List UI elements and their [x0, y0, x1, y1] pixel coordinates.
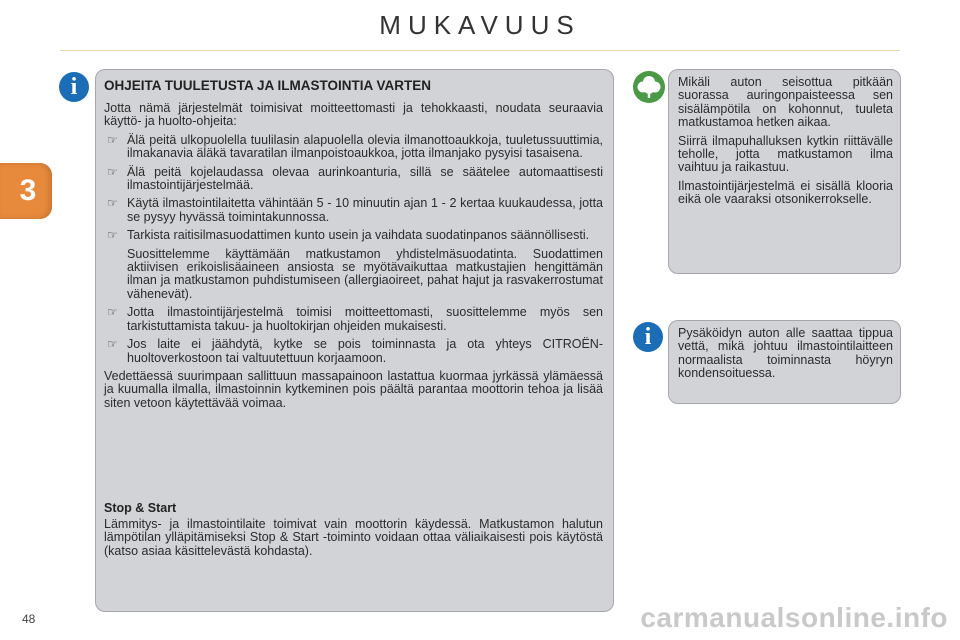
section-title: OHJEITA TUULETUSTA JA ILMASTOINTIA VARTEN — [104, 78, 431, 93]
ventilation-advice-panel — [95, 69, 614, 612]
pointing-hand-icon: ☞ — [107, 164, 118, 179]
page-header-title: MUKAVUUS — [379, 10, 581, 40]
pointing-hand-icon: ☞ — [107, 196, 118, 211]
eco-leaf-icon — [633, 71, 665, 103]
pointing-hand-icon: ☞ — [107, 337, 118, 352]
list-item — [104, 197, 603, 224]
eco-tip-paragraph: Ilmastointijärjestelmä ei sisällä klooria eikä ole vaaraksi otsonikerrokselle. — [678, 178, 893, 207]
info-icon-glyph: i — [70, 74, 78, 100]
info-icon-glyph: i — [644, 324, 652, 350]
list-item-text: Tarkista raitisilmasuodattimen kunto usein ja vaihdata suodatinpanos säännöllisesti. — [127, 228, 590, 243]
stop-start-title: Stop & Start — [104, 501, 177, 515]
pointing-hand-icon: ☞ — [107, 228, 118, 243]
list-item — [104, 229, 603, 301]
advice-list — [104, 134, 603, 365]
pointing-hand-icon: ☞ — [107, 132, 118, 147]
info-icon — [633, 322, 663, 352]
chapter-number: 3 — [19, 174, 37, 207]
info-icon — [59, 72, 89, 102]
list-item-text: Jotta ilmastointijärjestelmä toimisi moitteettomasti, suosittelemme myös sen tarkistuttamista takuu- ja huoltokirjan ohjeiden mukaisesti. — [127, 305, 603, 333]
list-item-text: Älä peitä kojelaudassa olevaa aurinkoanturia, sillä se säätelee automaattisesti ilmastointijärjestelmää. — [127, 164, 603, 193]
condensation-note-text: Pysäköidyn auton alle saattaa tippua vettä, mikä johtuu ilmastointilaitteen normaalista toiminnasta höyryn kondensoituessa. — [678, 326, 893, 381]
chapter-tab — [0, 163, 52, 219]
eco-leaf-icon-shape — [633, 71, 665, 103]
header-divider — [60, 50, 900, 51]
filter-note: Suosittelemme käyttämään matkustamon yhdistelmäsuodatinta. Suodattimen aktiivisen erikoislisäaineen ansiosta se myötävaikuttaa matkustajien hengittämän ilman ja matkustamon puhdistumiseen (allergiaoireet, pahat hajut ja rasvakerrostumat vähenevät). — [127, 246, 603, 301]
eco-tips-panel — [668, 69, 901, 274]
intro-paragraph: Jotta nämä järjestelmät toimisivat moitteettomasti ja tehokkaasti, noudata seuraavia käyttö- ja huolto-ohjeita: — [104, 101, 603, 129]
list-item — [104, 338, 603, 365]
stop-start-text: Lämmitys- ja ilmastointilaite toimivat vain moottorin käydessä. Matkustamon halutun lämpötilan ylläpitämiseksi Stop & Start -toiminto voidaan ottaa väliaikaisesti pois käytöstä (katso asiaa käsittelevästä kohdasta). — [104, 517, 603, 558]
list-item — [104, 306, 603, 333]
list-item-text: Älä peitä ulkopuolella tuulilasin alapuolella olevia ilmanottoaukkoja, tuuletussuuttimia, ilmakanavia äläkä tavaratilan ilmanpoistoaukkoa, jotta ilmanjako pysyisi tasaisena. — [127, 132, 603, 161]
pointing-hand-icon: ☞ — [107, 305, 118, 320]
eco-tip-paragraph: Mikäli auton seisottua pitkään suorassa auringonpaisteessa sen sisälämpötila on kohonnut, tuuleta matkustamoa hetken aikaa. — [678, 75, 893, 130]
list-item-text: Jos laite ei jäähdytä, kytke se pois toiminnasta ja ota yhteys CITROËN-huoltoverkostoon tai valtuutettuun korjaamoon. — [127, 337, 603, 365]
stop-start-section — [104, 501, 603, 563]
watermark: carmanualsonline.info — [640, 602, 948, 633]
list-item — [104, 134, 603, 161]
towing-paragraph: Vedettäessä suurimpaan sallittuun massapainoon lastattua kuormaa jyrkässä ylämäessä ja kuumalla ilmalla, ilmastoinnin kytkeminen pois päältä parantaa moottorin tehoa ja lisää siten vetoon käytettävää voimaa. — [104, 368, 603, 410]
page-number: 48 — [22, 612, 36, 626]
condensation-note-panel — [668, 320, 901, 404]
list-item — [104, 166, 603, 193]
list-item-text: Käytä ilmastointilaitetta vähintään 5 - 10 minuutin ajan 1 - 2 kertaa kuukaudessa, jotta se pysyy hyvässä toimintakunnossa. — [127, 196, 603, 224]
eco-tip-paragraph: Siirrä ilmapuhalluksen kytkin riittävälle teholle, jotta matkustamon ilma vaihtuu ja raikastuu. — [678, 133, 893, 175]
